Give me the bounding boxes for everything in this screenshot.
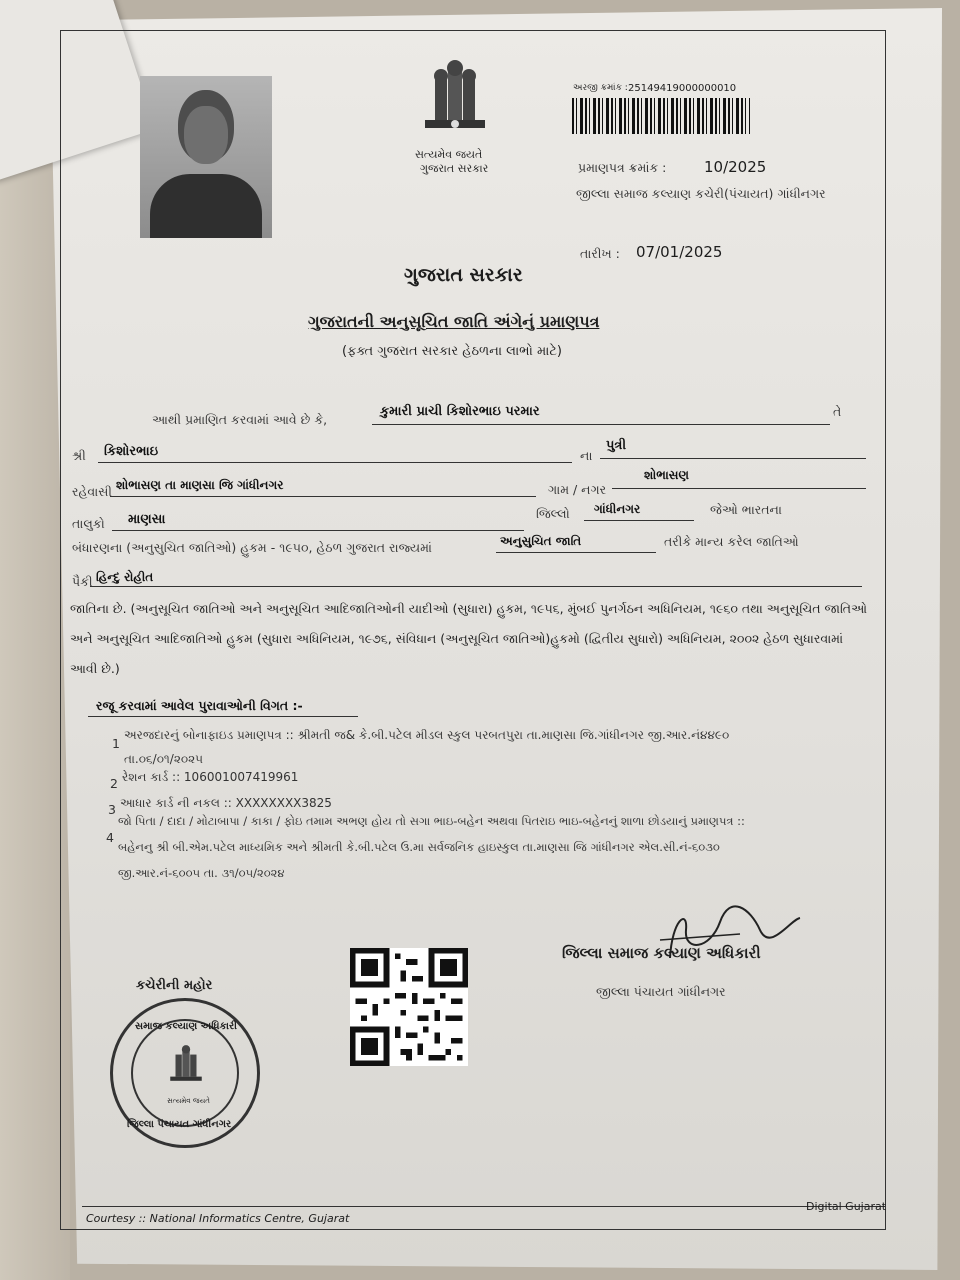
india-label: જેઓ ભારતના <box>710 502 782 517</box>
evidence-4-line-2: બહેનનુ શ્રી બી.એમ.પટેલ માધ્યમિક અને શ્રીમતી કે.બી.પટેલ ઉ.મા સર્વજનિક હાઇસ્કુલ તા.માણસા જિ ગાંધીનગર એલ.સી.નં-૬૦૩૦ <box>118 840 720 854</box>
emblem-motto: સત્યમેવ જયતે <box>415 148 483 161</box>
district-underline <box>584 520 694 521</box>
seal-text-top: સમાજ કલ્યાણ અધિકારી <box>135 1021 238 1032</box>
certificate-subtitle: (ફક્ત ગુજરાત સરકાર હેઠળના લાભો માટે) <box>342 344 562 359</box>
application-no: 25149419000000010 <box>628 83 737 94</box>
legal-paragraph: જાતિના છે. (અનુસૂચિત જાતિઓ અને અનુસૂચિત આદિજાતિઓની યાદીઓ (સુધારા) હુકમ, ૧૯૫૬, મુંબઈ પુનર્ગઠન અધિનિયમ, ૧૯૬૦ તથા અનુસૂચિત જાતિઓ અને અનુસૂચિત આદિજાતિઓ હુકમ (સુધારા અધિનિયમ, ૧૯૭૬, સંવિધાન (અનુસૂચિત જાતિઓ)હુકમો (દ્વિતીય સુધારો) અધિનિયમ, ૨૦૦૨ હેઠળ સુધારવામાં આવી છે.) <box>70 601 867 676</box>
certificate-no-label: પ્રમાણપત્ર ક્રમાંક : <box>578 160 667 175</box>
category: અનુસુચિત જાતિ <box>500 534 582 548</box>
address-underline <box>110 496 536 497</box>
evidence-num-4: 4 <box>106 830 114 845</box>
seal-emblem-icon <box>165 1043 207 1095</box>
caste-underline <box>90 586 862 587</box>
issuing-office: જીલ્લા સમાજ કલ્યાણ કચેરી(પંચાયત) ગાંધીનગર <box>576 186 826 201</box>
relation: પુત્રી <box>606 438 627 453</box>
evidence-num-3: 3 <box>108 802 116 817</box>
recognized-label: તરીકે માન્ય કરેલ જાતિઓ <box>664 534 799 549</box>
evidence-num-2: 2 <box>110 776 118 791</box>
among-label: પૈકી <box>72 574 93 589</box>
evidence-2-line-1: રેશન કાર્ડ :: 106001007419961 <box>122 770 299 784</box>
district: ગાંધીનગર <box>594 502 641 516</box>
application-no-label: અરજી ક્રમાંક : <box>573 83 628 93</box>
certificate-no: 10/2025 <box>704 158 767 176</box>
date-label: તારીખ : <box>580 246 620 261</box>
footer-courtesy: Courtesy :: National Informatics Centre, Gujarat <box>86 1212 350 1225</box>
taluka-underline <box>112 530 524 531</box>
qr-code <box>350 948 468 1066</box>
office-seal <box>110 998 260 1148</box>
officer-title: જિલ્લા સમાજ કલ્યાણ અધિકારી <box>562 944 761 962</box>
father-underline <box>98 462 572 463</box>
category-underline <box>496 552 656 553</box>
evidence-4-line-1: જો પિતા / દાદા / મોટાબાપા / કાકા / ફોઇ તમામ અભણ હોય તો સગા ભાઇ-બહેન અથવા પિતરાઇ ભાઇ-બહેનનું શાળા છોડયાનું પ્રમાણપત્ર :: <box>118 814 745 828</box>
resident-label: રહેવાસી <box>72 484 112 499</box>
taluka: માણસા <box>128 512 166 527</box>
district-label: જિલ્લો <box>536 506 570 521</box>
evidence-4-line-3: જી.આર.નં-૬૦૦૫ તા. ૩૧/૦૫/૨૦૨૪ <box>118 866 285 880</box>
evidence-1-line-1: અરજદારનું બોનાફાઇડ પ્રમાણપત્ર :: શ્રીમતી જ& કે.બી.પટેલ મીડલ સ્કુલ પરબતપુરા તા.માણસા જિ.ગાંધીનગર જી.આર.નં૪૪૯૦ <box>124 728 730 742</box>
te-label: તે <box>833 404 842 419</box>
order-label: બંધારણના (અનુસુચિત જાતિઓ) હુકમ - ૧૯૫૦, હેઠળ ગુજરાત રાજ્યમાં <box>72 540 432 555</box>
caste: હિન્દુ રોહીત <box>96 570 154 584</box>
seal-text-bottom: જિલ્લા પંચાયત ગાંધીનગર <box>127 1119 232 1130</box>
issue-date: 07/01/2025 <box>636 243 723 261</box>
officer-office: જીલ્લા પંચાયત ગાંધીનગર <box>596 984 726 999</box>
applicant-photo <box>140 76 272 238</box>
village-label: ગામ / નગર <box>548 482 607 497</box>
emblem-state: ગુજરાત સરકાર <box>420 162 489 175</box>
shri-label: શ્રી <box>72 448 86 463</box>
office-seal-label: કચેરીની મહોર <box>136 978 213 993</box>
evidence-3-line-1: આધાર કાર્ડ ની નકલ :: XXXXXXXX3825 <box>120 796 332 810</box>
father-name: કિશોરભાઇ <box>104 444 159 459</box>
name-underline <box>372 424 830 425</box>
na-label: ના <box>580 448 593 463</box>
footer-digital-gujarat: Digital Gujarat <box>806 1200 887 1213</box>
address: શોભાસણ તા માણસા જિ ગાંધીનગર <box>116 478 284 492</box>
applicant-name: કુમારી પ્રાચી કિશોરભાઇ પરમાર <box>380 404 540 419</box>
evidence-num-1: 1 <box>112 736 120 751</box>
national-emblem-icon <box>415 58 495 153</box>
evidence-title-underline <box>88 716 358 717</box>
evidence-1-line-2: તા.૦૬/૦૧/૨૦૨૫ <box>124 752 204 766</box>
certificate-title: ગુજરાતની અનુસૂચિત જાતિ અંગેનું પ્રમાણપત્ર <box>308 312 600 331</box>
village-underline <box>612 488 866 489</box>
government-title: ગુજરાત સરકાર <box>404 264 523 286</box>
village: શોભાસણ <box>644 468 689 482</box>
certify-label: આથી પ્રમાણિત કરવામાં આવે છે કે, <box>152 412 328 427</box>
evidence-title: રજૂ કરવામાં આવેલ પુરાવાઓની વિગત :- <box>96 698 303 713</box>
barcode <box>572 98 750 134</box>
taluka-label: તાલુકો <box>72 516 105 531</box>
footer-rule <box>82 1206 886 1207</box>
relation-underline <box>600 458 866 459</box>
seal-motto: સત્યમેવ જયતે <box>167 1097 210 1105</box>
